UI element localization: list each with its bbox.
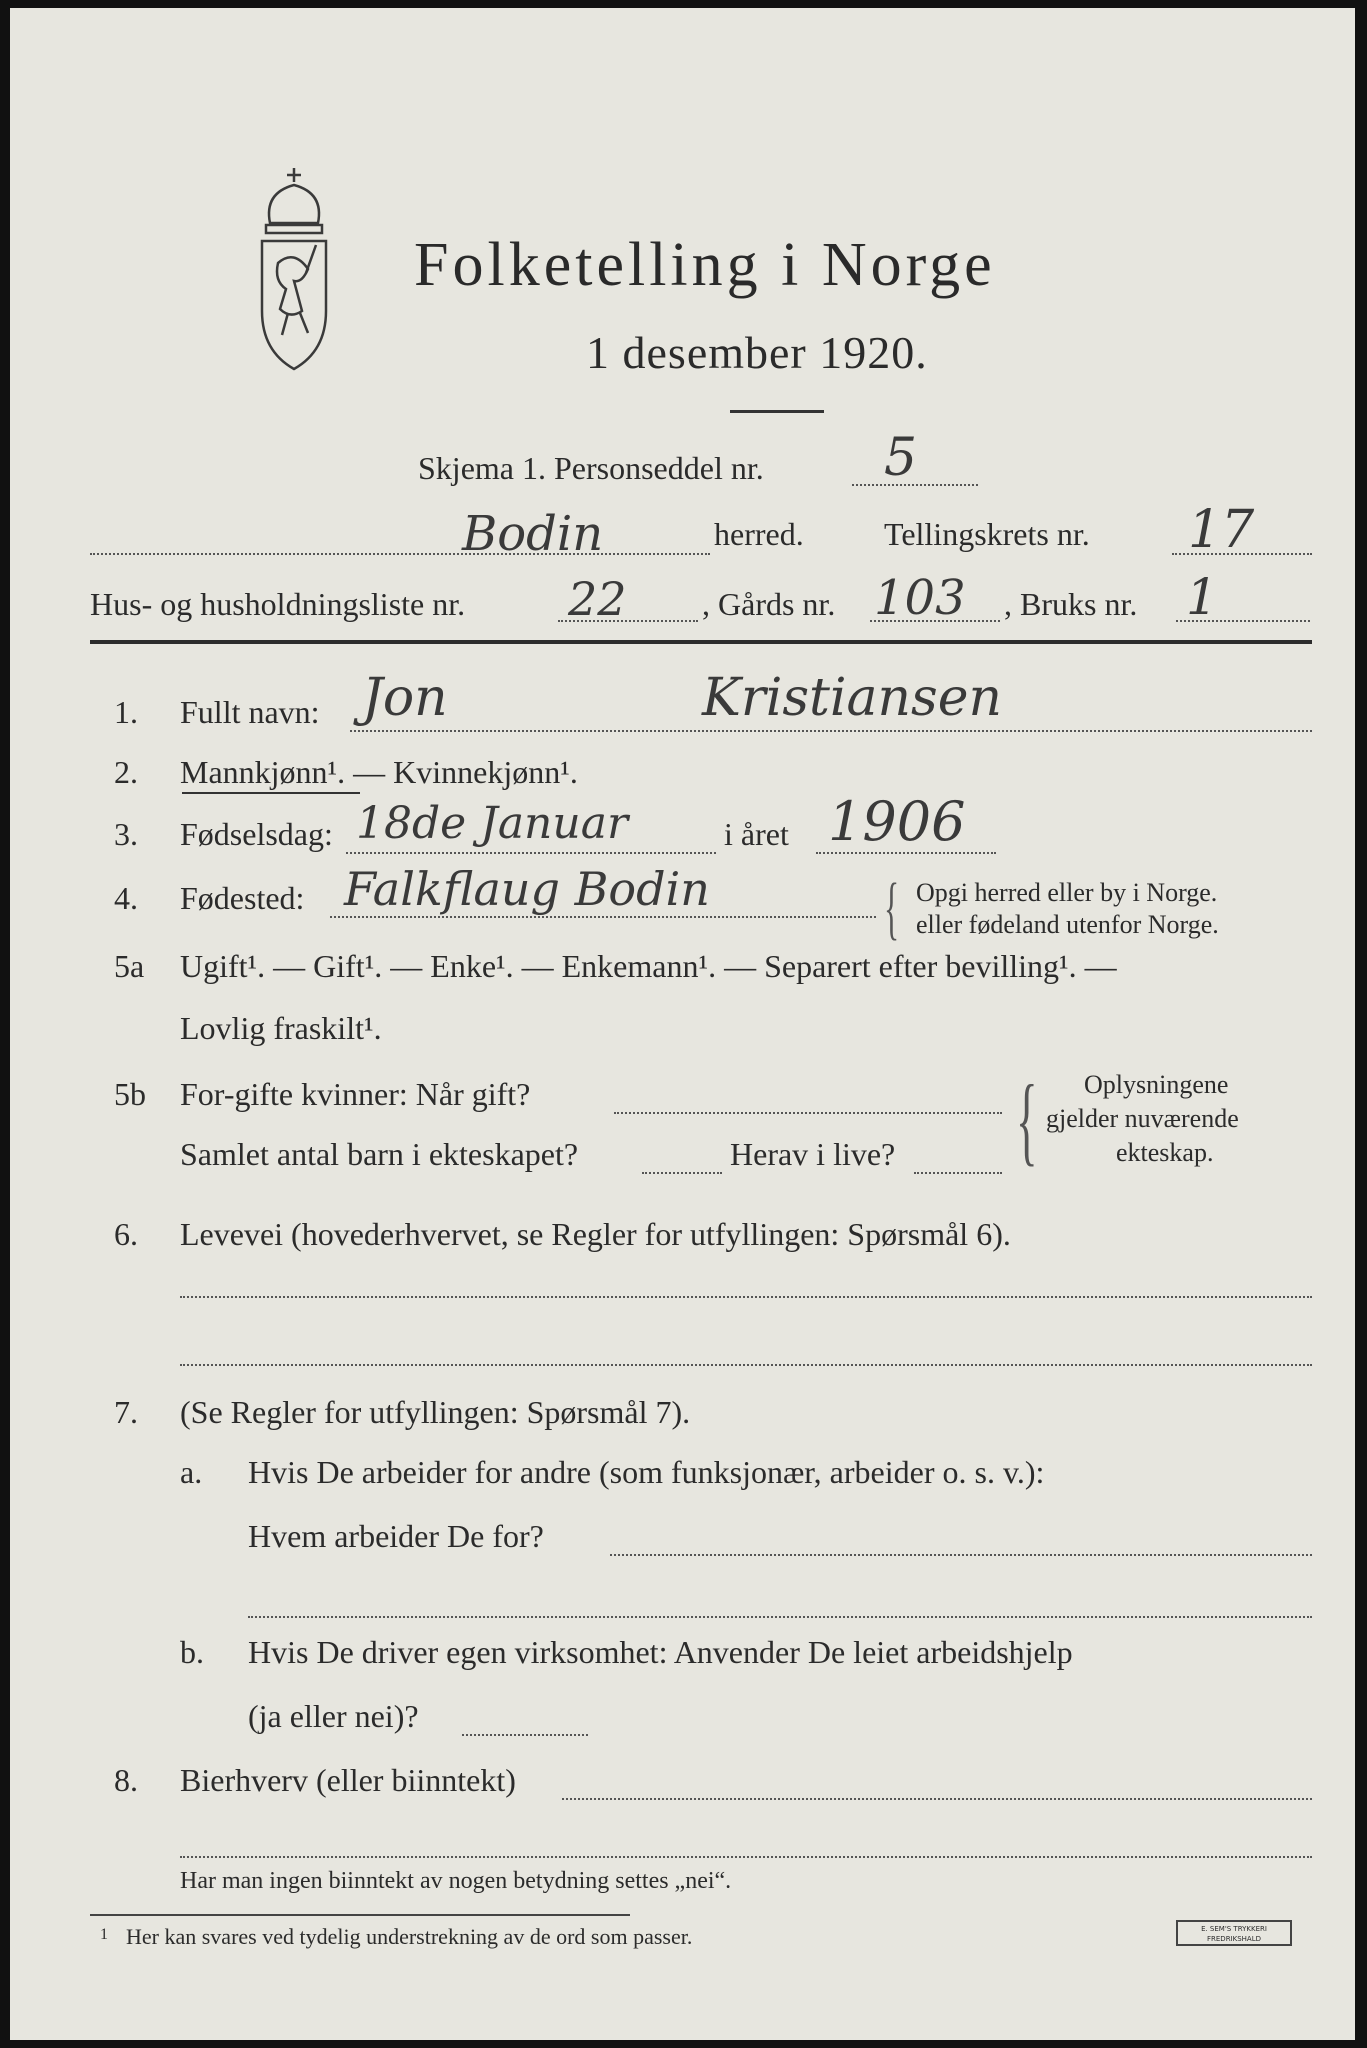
- q3-label: Fødselsdag:: [180, 816, 333, 852]
- q5b-children-label: Samlet antal barn i ekteskapet?: [180, 1136, 579, 1172]
- q8-label: Bierhverv (eller biinntekt): [180, 1762, 516, 1798]
- q2-number: 2.: [114, 754, 138, 790]
- herred-value: Bodin: [462, 506, 604, 562]
- title-rule: [730, 410, 824, 413]
- q3-date-line: [346, 852, 716, 854]
- gards-value: 103: [874, 570, 966, 626]
- herred-label: herred.: [714, 516, 804, 552]
- q5a-options-line1[interactable]: Ugift¹. — Gift¹. — Enke¹. — Enkemann¹. — Separert efter bevilling¹. —: [180, 948, 1117, 984]
- herred-line: [90, 553, 710, 555]
- schema-number-value: 5: [884, 428, 918, 488]
- schema-label: Skjema 1. Personseddel nr.: [418, 450, 764, 486]
- q3-year-value: 1906: [828, 790, 966, 853]
- q7-label: (Se Regler for utfyllingen: Spørsmål 7).: [180, 1394, 691, 1430]
- household-list-label: Hus- og husholdningsliste nr.: [90, 586, 466, 622]
- q7-number: 7.: [114, 1394, 138, 1430]
- q5b-married-line: [614, 1112, 1002, 1114]
- bruks-label: , Bruks nr.: [1004, 586, 1138, 622]
- q2-underline: [182, 792, 360, 794]
- q8-line1: [562, 1798, 1312, 1800]
- q7a-marker: a.: [180, 1454, 203, 1490]
- q5b-note-line1: Oplysningene: [1084, 1070, 1229, 1099]
- form-title: Folketelling i Norge: [414, 231, 996, 299]
- coat-of-arms-icon: [248, 163, 340, 373]
- printer-stamp: E. SEM'S TRYKKERI FREDRIKSHALD: [1176, 1920, 1292, 1946]
- q8-line2: [180, 1856, 1312, 1858]
- q1-label: Fullt navn:: [180, 694, 320, 730]
- q5a-number: 5a: [114, 948, 145, 984]
- q6-line1: [180, 1296, 1312, 1298]
- q1-last-name: Kristiansen: [702, 668, 1002, 728]
- footer-note: Har man ingen biinntekt av nogen betydning settes „nei“.: [180, 1868, 732, 1894]
- q4-number: 4.: [114, 880, 138, 916]
- q6-label: Levevei (hovederhvervet, se Regler for utfyllingen: Spørsmål 6).: [180, 1216, 1011, 1252]
- q6-number: 6.: [114, 1216, 138, 1252]
- footnote-mark: 1: [100, 1926, 108, 1943]
- footnote-rule: [90, 1914, 630, 1916]
- q4-line: [330, 916, 876, 918]
- q4-birthplace-value: Falkflaug Bodin: [344, 862, 710, 916]
- q5b-number: 5b: [114, 1076, 146, 1112]
- q1-number: 1.: [114, 694, 138, 730]
- q8-number: 8.: [114, 1762, 138, 1798]
- q5b-alive-line: [914, 1172, 1002, 1174]
- q2-options[interactable]: Mannkjønn¹. — Kvinnekjønn¹.: [180, 754, 578, 790]
- q7b-question: Hvis De driver egen virksomhet: Anvender De leiet arbeidshjelp: [248, 1634, 1073, 1670]
- q4-note-line1: Opgi herred eller by i Norge.: [916, 878, 1218, 907]
- census-date: 1 desember 1920.: [586, 327, 928, 378]
- q7a-question: Hvis De arbeider for andre (som funksjonær, arbeider o. s. v.):: [248, 1454, 1045, 1490]
- q1-first-name: Jon: [362, 668, 448, 728]
- q3-birthday-value: 18de Januar: [356, 798, 628, 849]
- q4-note-line2: eller fødeland utenfor Norge.: [916, 910, 1219, 939]
- q7b-answer-line: [462, 1734, 588, 1736]
- tellingskrets-label: Tellingskrets nr.: [884, 516, 1090, 552]
- tellingskrets-value: 17: [1188, 500, 1255, 560]
- section-divider: [90, 640, 1312, 644]
- q3-year-label: i året: [724, 816, 789, 852]
- q5a-options-line2[interactable]: Lovlig fraskilt¹.: [180, 1010, 382, 1046]
- q5b-brace: {: [1016, 1064, 1038, 1175]
- q7a-employer-line2: [248, 1616, 1312, 1618]
- q7b-marker: b.: [180, 1634, 204, 1670]
- q5b-note-line3: ekteskap.: [1116, 1138, 1214, 1167]
- footnote-text: Her kan svares ved tydelig understrekning av de ord som passer.: [126, 1924, 693, 1949]
- census-form-sheet: [10, 8, 1355, 2040]
- q7a-employer-label: Hvem arbeider De for?: [248, 1518, 544, 1554]
- gards-label: , Gårds nr.: [702, 586, 836, 622]
- q4-label: Fødested:: [180, 880, 305, 916]
- q4-brace: {: [884, 870, 900, 947]
- q1-line: [350, 730, 1312, 732]
- bruks-value: 1: [1186, 568, 1218, 626]
- q6-line2: [180, 1364, 1312, 1366]
- q5b-married-label: For-gifte kvinner: Når gift?: [180, 1076, 531, 1112]
- q7a-employer-line: [610, 1554, 1312, 1556]
- q5b-alive-label: Herav i live?: [730, 1136, 896, 1172]
- q5b-note-line2: gjelder nuværende: [1046, 1104, 1239, 1133]
- q7b-answer-label: (ja eller nei)?: [248, 1698, 419, 1734]
- q5b-children-line: [642, 1172, 722, 1174]
- household-list-value: 22: [568, 572, 627, 626]
- q3-number: 3.: [114, 816, 138, 852]
